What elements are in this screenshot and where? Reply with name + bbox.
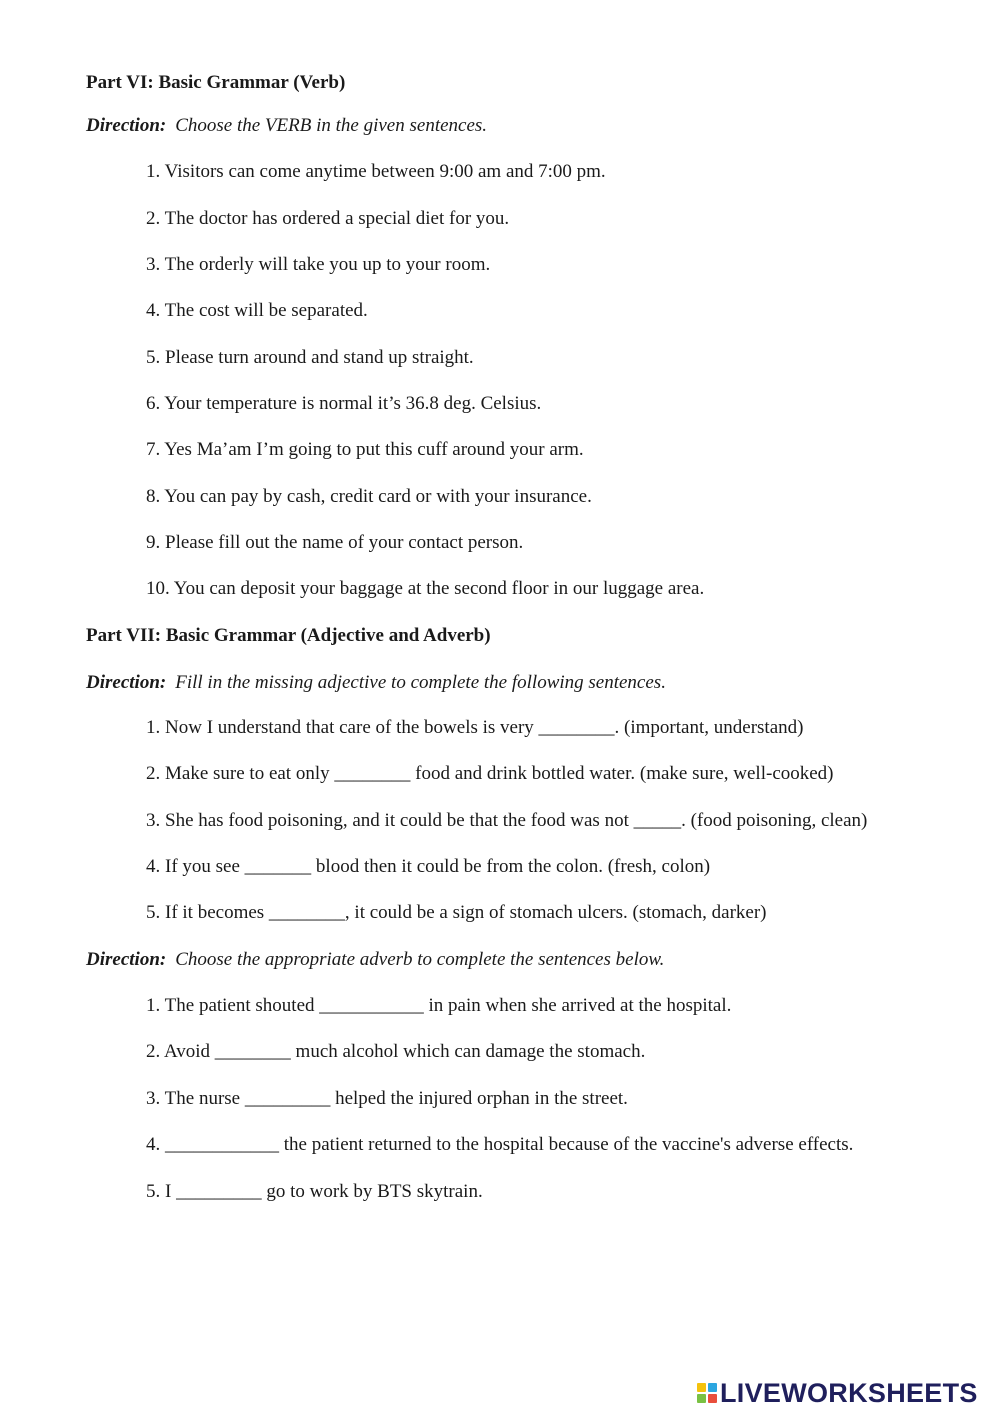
adjective-item-3[interactable]: 3. She has food poisoning, and it could be that the food was not _____. (food poisoning, clean) xyxy=(146,810,868,831)
part6-heading: Part VI: Basic Grammar (Verb) xyxy=(86,72,346,93)
direction-label: Direction: xyxy=(86,672,167,693)
adjective-item-2[interactable]: 2. Make sure to eat only ________ food and drink bottled water. (make sure, well-cooked) xyxy=(146,763,834,784)
verb-item-7: 7. Yes Ma’am I’m going to put this cuff around your arm. xyxy=(146,439,584,460)
liveworksheets-logo[interactable] xyxy=(697,1378,978,1408)
verb-item-5: 5. Please turn around and stand up straight. xyxy=(146,347,474,368)
adverb-item-4[interactable]: 4. ____________ the patient returned to the hospital because of the vaccine's adverse effects. xyxy=(146,1134,854,1155)
part6-direction xyxy=(86,114,487,138)
logo-square xyxy=(697,1383,706,1392)
adverb-item-1[interactable]: 1. The patient shouted ___________ in pain when she arrived at the hospital. xyxy=(146,995,732,1016)
adverb-direction xyxy=(86,948,664,972)
direction-label: Direction: xyxy=(86,949,167,970)
logo-square xyxy=(708,1383,717,1392)
liveworksheets-logo-icon xyxy=(697,1383,717,1403)
direction-label: Direction: xyxy=(86,115,167,136)
adverb-item-2[interactable]: 2. Avoid ________ much alcohol which can damage the stomach. xyxy=(146,1041,646,1062)
verb-item-8: 8. You can pay by cash, credit card or with your insurance. xyxy=(146,486,592,507)
direction-text: Fill in the missing adjective to complete the following sentences. xyxy=(175,672,666,693)
logo-square xyxy=(697,1394,706,1403)
verb-item-6: 6. Your temperature is normal it’s 36.8 deg. Celsius. xyxy=(146,393,542,414)
direction-text: Choose the appropriate adverb to complete the sentences below. xyxy=(175,949,665,970)
verb-item-3: 3. The orderly will take you up to your room. xyxy=(146,254,491,275)
part7-heading: Part VII: Basic Grammar (Adjective and Adverb) xyxy=(86,625,491,646)
verb-item-9: 9. Please fill out the name of your contact person. xyxy=(146,532,524,553)
logo-square xyxy=(708,1394,717,1403)
adjective-item-1[interactable]: 1. Now I understand that care of the bowels is very ________. (important, understand) xyxy=(146,717,804,738)
logo-text: LIVEWORKSHEETS xyxy=(720,1377,978,1408)
verb-item-2: 2. The doctor has ordered a special diet for you. xyxy=(146,208,510,229)
direction-text: Choose the VERB in the given sentences. xyxy=(175,115,488,136)
verb-item-4: 4. The cost will be separated. xyxy=(146,300,368,321)
adjective-item-4[interactable]: 4. If you see _______ blood then it could be from the colon. (fresh, colon) xyxy=(146,856,711,877)
verb-item-1: 1. Visitors can come anytime between 9:00 am and 7:00 pm. xyxy=(146,161,606,182)
verb-item-10: 10. You can deposit your baggage at the second floor in our luggage area. xyxy=(146,578,705,599)
adjective-item-5[interactable]: 5. If it becomes ________, it could be a sign of stomach ulcers. (stomach, darker) xyxy=(146,902,767,923)
adverb-item-5[interactable]: 5. I _________ go to work by BTS skytrain. xyxy=(146,1181,483,1202)
adjective-direction xyxy=(86,671,666,695)
adverb-item-3[interactable]: 3. The nurse _________ helped the injured orphan in the street. xyxy=(146,1088,628,1109)
